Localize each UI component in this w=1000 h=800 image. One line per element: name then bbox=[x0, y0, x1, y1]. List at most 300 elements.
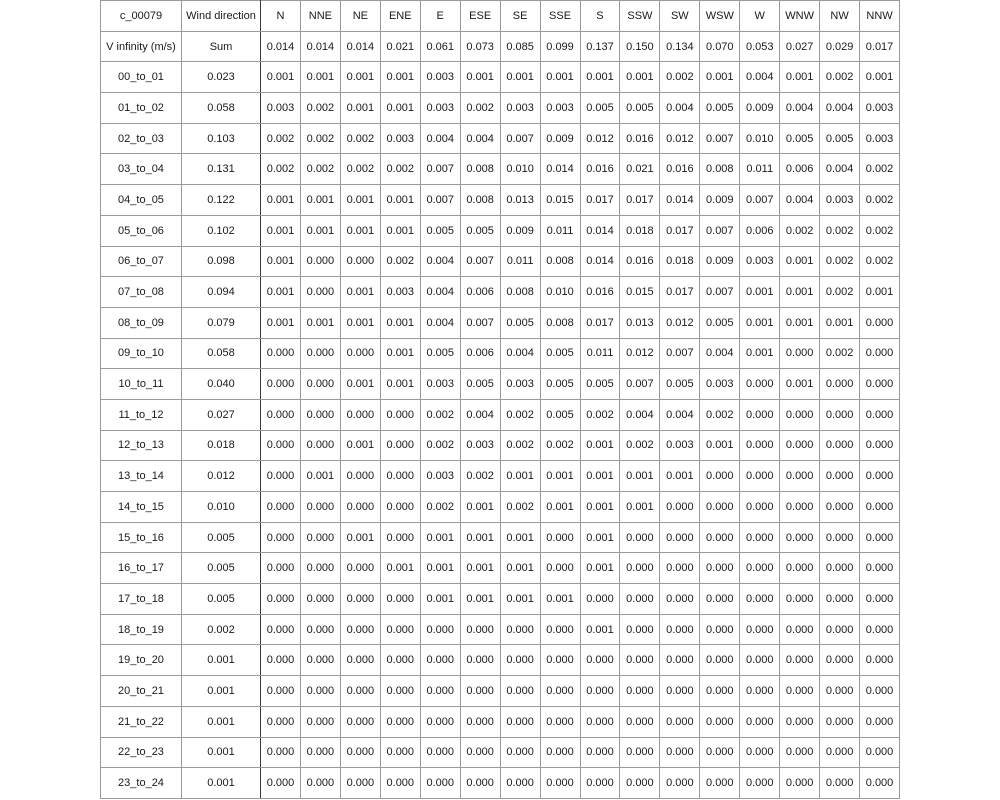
direction-header: NNE bbox=[300, 1, 340, 32]
frequency-cell: 0.010 bbox=[540, 277, 580, 308]
speed-header: V infinity (m/s) bbox=[101, 31, 182, 62]
table-row bbox=[101, 62, 900, 93]
frequency-cell: 0.000 bbox=[740, 645, 780, 676]
speed-bin-label: 23_to_24 bbox=[101, 768, 182, 799]
table-row bbox=[101, 369, 900, 400]
frequency-cell: 0.000 bbox=[860, 522, 900, 553]
frequency-cell: 0.003 bbox=[860, 93, 900, 124]
frequency-cell: 0.003 bbox=[660, 430, 700, 461]
frequency-cell: 0.000 bbox=[580, 768, 620, 799]
frequency-cell: 0.001 bbox=[580, 430, 620, 461]
frequency-cell: 0.000 bbox=[300, 676, 340, 707]
frequency-cell: 0.000 bbox=[660, 614, 700, 645]
frequency-cell: 0.000 bbox=[780, 522, 820, 553]
frequency-cell: 0.001 bbox=[380, 62, 420, 93]
frequency-cell: 0.001 bbox=[340, 522, 380, 553]
frequency-cell: 0.001 bbox=[540, 461, 580, 492]
frequency-cell: 0.000 bbox=[620, 614, 660, 645]
frequency-cell: 0.002 bbox=[820, 62, 860, 93]
frequency-cell: 0.000 bbox=[540, 645, 580, 676]
frequency-cell: 0.001 bbox=[500, 62, 540, 93]
frequency-cell: 0.000 bbox=[380, 768, 420, 799]
frequency-cell: 0.000 bbox=[380, 492, 420, 523]
frequency-cell: 0.001 bbox=[580, 461, 620, 492]
frequency-cell: 0.009 bbox=[700, 246, 740, 277]
table-row bbox=[101, 584, 900, 615]
frequency-cell: 0.000 bbox=[420, 676, 460, 707]
frequency-cell: 0.008 bbox=[500, 277, 540, 308]
frequency-cell: 0.000 bbox=[780, 614, 820, 645]
frequency-cell: 0.001 bbox=[780, 277, 820, 308]
frequency-cell: 0.000 bbox=[740, 430, 780, 461]
frequency-cell: 0.000 bbox=[340, 492, 380, 523]
frequency-cell: 0.000 bbox=[740, 553, 780, 584]
frequency-cell: 0.011 bbox=[540, 215, 580, 246]
frequency-cell: 0.000 bbox=[340, 246, 380, 277]
frequency-cell: 0.000 bbox=[540, 522, 580, 553]
table-row bbox=[101, 706, 900, 737]
frequency-cell: 0.000 bbox=[500, 737, 540, 768]
frequency-cell: 0.002 bbox=[420, 399, 460, 430]
row-sum-cell: 0.102 bbox=[182, 215, 261, 246]
frequency-cell: 0.001 bbox=[261, 215, 301, 246]
frequency-cell: 0.000 bbox=[820, 768, 860, 799]
speed-bin-label: 05_to_06 bbox=[101, 215, 182, 246]
frequency-cell: 0.004 bbox=[740, 62, 780, 93]
frequency-cell: 0.001 bbox=[340, 307, 380, 338]
frequency-cell: 0.008 bbox=[540, 307, 580, 338]
frequency-cell: 0.003 bbox=[740, 246, 780, 277]
frequency-cell: 0.002 bbox=[300, 123, 340, 154]
frequency-cell: 0.000 bbox=[860, 737, 900, 768]
row-sum-cell: 0.001 bbox=[182, 645, 261, 676]
direction-header: SW bbox=[660, 1, 700, 32]
frequency-cell: 0.000 bbox=[460, 676, 500, 707]
frequency-cell: 0.004 bbox=[820, 93, 860, 124]
frequency-cell: 0.000 bbox=[780, 338, 820, 369]
frequency-cell: 0.014 bbox=[660, 185, 700, 216]
frequency-cell: 0.000 bbox=[620, 737, 660, 768]
direction-sum-cell: 0.085 bbox=[500, 31, 540, 62]
sum-label: Sum bbox=[182, 31, 261, 62]
frequency-cell: 0.007 bbox=[700, 123, 740, 154]
frequency-cell: 0.000 bbox=[340, 737, 380, 768]
frequency-cell: 0.002 bbox=[860, 215, 900, 246]
frequency-cell: 0.000 bbox=[660, 768, 700, 799]
frequency-cell: 0.000 bbox=[660, 737, 700, 768]
frequency-cell: 0.000 bbox=[820, 430, 860, 461]
frequency-cell: 0.000 bbox=[380, 461, 420, 492]
table-row bbox=[101, 645, 900, 676]
frequency-cell: 0.000 bbox=[340, 676, 380, 707]
frequency-cell: 0.001 bbox=[380, 215, 420, 246]
frequency-cell: 0.000 bbox=[380, 645, 420, 676]
frequency-cell: 0.000 bbox=[300, 369, 340, 400]
frequency-cell: 0.016 bbox=[620, 246, 660, 277]
frequency-cell: 0.000 bbox=[740, 706, 780, 737]
frequency-cell: 0.002 bbox=[460, 461, 500, 492]
frequency-cell: 0.001 bbox=[380, 553, 420, 584]
speed-bin-label: 22_to_23 bbox=[101, 737, 182, 768]
speed-bin-label: 01_to_02 bbox=[101, 93, 182, 124]
frequency-cell: 0.004 bbox=[420, 307, 460, 338]
frequency-cell: 0.000 bbox=[500, 768, 540, 799]
frequency-cell: 0.000 bbox=[340, 553, 380, 584]
frequency-cell: 0.003 bbox=[420, 461, 460, 492]
table-row bbox=[101, 123, 900, 154]
frequency-cell: 0.005 bbox=[460, 369, 500, 400]
frequency-cell: 0.001 bbox=[261, 307, 301, 338]
direction-sum-cell: 0.014 bbox=[261, 31, 301, 62]
table-row bbox=[101, 338, 900, 369]
frequency-cell: 0.000 bbox=[780, 399, 820, 430]
frequency-cell: 0.000 bbox=[540, 614, 580, 645]
row-sum-cell: 0.012 bbox=[182, 461, 261, 492]
frequency-cell: 0.000 bbox=[500, 706, 540, 737]
frequency-cell: 0.002 bbox=[500, 430, 540, 461]
frequency-cell: 0.002 bbox=[820, 338, 860, 369]
frequency-cell: 0.000 bbox=[261, 676, 301, 707]
frequency-cell: 0.000 bbox=[300, 399, 340, 430]
frequency-cell: 0.007 bbox=[460, 307, 500, 338]
frequency-cell: 0.017 bbox=[580, 185, 620, 216]
frequency-cell: 0.004 bbox=[500, 338, 540, 369]
frequency-cell: 0.000 bbox=[740, 584, 780, 615]
frequency-cell: 0.010 bbox=[740, 123, 780, 154]
frequency-cell: 0.001 bbox=[340, 277, 380, 308]
frequency-cell: 0.001 bbox=[700, 430, 740, 461]
table-row bbox=[101, 492, 900, 523]
direction-header: NE bbox=[340, 1, 380, 32]
frequency-cell: 0.000 bbox=[620, 676, 660, 707]
frequency-cell: 0.007 bbox=[620, 369, 660, 400]
speed-bin-label: 18_to_19 bbox=[101, 614, 182, 645]
frequency-cell: 0.000 bbox=[700, 492, 740, 523]
frequency-cell: 0.000 bbox=[780, 737, 820, 768]
frequency-cell: 0.000 bbox=[740, 369, 780, 400]
frequency-cell: 0.000 bbox=[340, 614, 380, 645]
frequency-cell: 0.005 bbox=[700, 307, 740, 338]
direction-header: SSW bbox=[620, 1, 660, 32]
frequency-cell: 0.009 bbox=[540, 123, 580, 154]
frequency-cell: 0.006 bbox=[460, 338, 500, 369]
frequency-cell: 0.004 bbox=[820, 154, 860, 185]
direction-header: SE bbox=[500, 1, 540, 32]
row-sum-cell: 0.079 bbox=[182, 307, 261, 338]
frequency-cell: 0.000 bbox=[380, 614, 420, 645]
frequency-cell: 0.001 bbox=[380, 338, 420, 369]
frequency-cell: 0.000 bbox=[780, 676, 820, 707]
frequency-cell: 0.004 bbox=[660, 93, 700, 124]
table-row bbox=[101, 154, 900, 185]
frequency-cell: 0.000 bbox=[700, 737, 740, 768]
frequency-cell: 0.001 bbox=[261, 277, 301, 308]
frequency-cell: 0.000 bbox=[820, 706, 860, 737]
frequency-cell: 0.012 bbox=[660, 123, 700, 154]
frequency-cell: 0.001 bbox=[380, 307, 420, 338]
table-row bbox=[101, 307, 900, 338]
frequency-cell: 0.003 bbox=[420, 62, 460, 93]
frequency-cell: 0.012 bbox=[620, 338, 660, 369]
frequency-cell: 0.007 bbox=[660, 338, 700, 369]
frequency-cell: 0.001 bbox=[580, 62, 620, 93]
frequency-cell: 0.014 bbox=[540, 154, 580, 185]
frequency-cell: 0.000 bbox=[700, 768, 740, 799]
frequency-cell: 0.007 bbox=[700, 215, 740, 246]
frequency-cell: 0.000 bbox=[780, 461, 820, 492]
frequency-cell: 0.001 bbox=[300, 62, 340, 93]
frequency-cell: 0.021 bbox=[620, 154, 660, 185]
frequency-cell: 0.000 bbox=[660, 676, 700, 707]
frequency-cell: 0.001 bbox=[460, 584, 500, 615]
frequency-cell: 0.016 bbox=[620, 123, 660, 154]
frequency-cell: 0.000 bbox=[700, 584, 740, 615]
frequency-cell: 0.000 bbox=[300, 522, 340, 553]
frequency-cell: 0.013 bbox=[620, 307, 660, 338]
frequency-cell: 0.000 bbox=[300, 246, 340, 277]
frequency-cell: 0.000 bbox=[860, 430, 900, 461]
frequency-cell: 0.001 bbox=[660, 461, 700, 492]
direction-sum-cell: 0.027 bbox=[780, 31, 820, 62]
frequency-cell: 0.000 bbox=[860, 768, 900, 799]
table-row bbox=[101, 246, 900, 277]
frequency-cell: 0.000 bbox=[820, 584, 860, 615]
frequency-cell: 0.000 bbox=[380, 399, 420, 430]
frequency-cell: 0.001 bbox=[380, 369, 420, 400]
frequency-cell: 0.000 bbox=[340, 645, 380, 676]
frequency-cell: 0.000 bbox=[820, 553, 860, 584]
frequency-cell: 0.000 bbox=[261, 461, 301, 492]
frequency-cell: 0.000 bbox=[820, 676, 860, 707]
direction-sum-cell: 0.014 bbox=[340, 31, 380, 62]
frequency-cell: 0.005 bbox=[820, 123, 860, 154]
table-row bbox=[101, 522, 900, 553]
frequency-cell: 0.000 bbox=[700, 522, 740, 553]
frequency-cell: 0.001 bbox=[740, 338, 780, 369]
frequency-cell: 0.000 bbox=[780, 430, 820, 461]
speed-bin-label: 10_to_11 bbox=[101, 369, 182, 400]
speed-bin-label: 17_to_18 bbox=[101, 584, 182, 615]
frequency-cell: 0.000 bbox=[261, 737, 301, 768]
direction-header: N bbox=[261, 1, 301, 32]
speed-bin-label: 03_to_04 bbox=[101, 154, 182, 185]
frequency-cell: 0.000 bbox=[820, 737, 860, 768]
frequency-cell: 0.015 bbox=[540, 185, 580, 216]
frequency-cell: 0.013 bbox=[500, 185, 540, 216]
frequency-cell: 0.003 bbox=[540, 93, 580, 124]
frequency-cell: 0.004 bbox=[420, 277, 460, 308]
table-row bbox=[101, 768, 900, 799]
speed-bin-label: 09_to_10 bbox=[101, 338, 182, 369]
frequency-cell: 0.002 bbox=[300, 93, 340, 124]
frequency-cell: 0.015 bbox=[620, 277, 660, 308]
frequency-cell: 0.000 bbox=[420, 768, 460, 799]
frequency-cell: 0.001 bbox=[340, 62, 380, 93]
row-sum-cell: 0.018 bbox=[182, 430, 261, 461]
frequency-cell: 0.005 bbox=[420, 338, 460, 369]
frequency-cell: 0.002 bbox=[500, 399, 540, 430]
speed-bin-label: 14_to_15 bbox=[101, 492, 182, 523]
frequency-cell: 0.000 bbox=[540, 768, 580, 799]
table-row bbox=[101, 93, 900, 124]
frequency-cell: 0.003 bbox=[261, 93, 301, 124]
frequency-cell: 0.011 bbox=[500, 246, 540, 277]
frequency-cell: 0.000 bbox=[580, 676, 620, 707]
frequency-cell: 0.000 bbox=[261, 399, 301, 430]
speed-bin-label: 21_to_22 bbox=[101, 706, 182, 737]
table-id-label: c_00079 bbox=[101, 1, 182, 32]
wind-frequency-table bbox=[100, 0, 900, 799]
frequency-cell: 0.007 bbox=[500, 123, 540, 154]
frequency-cell: 0.000 bbox=[261, 430, 301, 461]
frequency-cell: 0.003 bbox=[420, 369, 460, 400]
frequency-cell: 0.000 bbox=[380, 676, 420, 707]
frequency-cell: 0.002 bbox=[820, 277, 860, 308]
frequency-cell: 0.000 bbox=[300, 768, 340, 799]
frequency-cell: 0.000 bbox=[580, 645, 620, 676]
frequency-cell: 0.000 bbox=[340, 461, 380, 492]
frequency-cell: 0.000 bbox=[820, 399, 860, 430]
frequency-cell: 0.000 bbox=[820, 645, 860, 676]
frequency-cell: 0.000 bbox=[300, 492, 340, 523]
frequency-cell: 0.004 bbox=[660, 399, 700, 430]
frequency-cell: 0.002 bbox=[500, 492, 540, 523]
frequency-cell: 0.009 bbox=[700, 185, 740, 216]
speed-bin-label: 15_to_16 bbox=[101, 522, 182, 553]
frequency-cell: 0.002 bbox=[860, 154, 900, 185]
direction-sum-cell: 0.073 bbox=[460, 31, 500, 62]
frequency-cell: 0.001 bbox=[780, 369, 820, 400]
frequency-cell: 0.000 bbox=[660, 645, 700, 676]
frequency-cell: 0.000 bbox=[660, 522, 700, 553]
frequency-cell: 0.003 bbox=[500, 93, 540, 124]
frequency-cell: 0.005 bbox=[500, 307, 540, 338]
frequency-cell: 0.002 bbox=[780, 215, 820, 246]
row-sum-cell: 0.040 bbox=[182, 369, 261, 400]
frequency-cell: 0.000 bbox=[740, 676, 780, 707]
direction-sum-cell: 0.029 bbox=[820, 31, 860, 62]
frequency-cell: 0.011 bbox=[740, 154, 780, 185]
table-row bbox=[101, 553, 900, 584]
frequency-cell: 0.000 bbox=[860, 338, 900, 369]
frequency-cell: 0.005 bbox=[580, 369, 620, 400]
frequency-cell: 0.001 bbox=[580, 492, 620, 523]
frequency-cell: 0.000 bbox=[300, 645, 340, 676]
frequency-cell: 0.000 bbox=[261, 768, 301, 799]
frequency-cell: 0.005 bbox=[460, 215, 500, 246]
frequency-cell: 0.004 bbox=[620, 399, 660, 430]
direction-header: ESE bbox=[460, 1, 500, 32]
frequency-cell: 0.005 bbox=[580, 93, 620, 124]
row-sum-cell: 0.131 bbox=[182, 154, 261, 185]
frequency-cell: 0.002 bbox=[340, 123, 380, 154]
frequency-cell: 0.000 bbox=[780, 553, 820, 584]
frequency-cell: 0.000 bbox=[460, 737, 500, 768]
frequency-cell: 0.002 bbox=[380, 154, 420, 185]
frequency-cell: 0.001 bbox=[740, 277, 780, 308]
frequency-cell: 0.000 bbox=[740, 492, 780, 523]
frequency-cell: 0.000 bbox=[500, 645, 540, 676]
frequency-cell: 0.001 bbox=[460, 492, 500, 523]
frequency-cell: 0.008 bbox=[460, 154, 500, 185]
frequency-cell: 0.000 bbox=[300, 430, 340, 461]
frequency-cell: 0.000 bbox=[300, 706, 340, 737]
frequency-cell: 0.001 bbox=[500, 584, 540, 615]
frequency-cell: 0.001 bbox=[380, 93, 420, 124]
frequency-cell: 0.000 bbox=[340, 768, 380, 799]
frequency-cell: 0.001 bbox=[300, 307, 340, 338]
frequency-cell: 0.002 bbox=[580, 399, 620, 430]
frequency-cell: 0.000 bbox=[300, 277, 340, 308]
frequency-cell: 0.000 bbox=[860, 614, 900, 645]
frequency-cell: 0.011 bbox=[580, 338, 620, 369]
row-sum-cell: 0.094 bbox=[182, 277, 261, 308]
frequency-cell: 0.000 bbox=[620, 522, 660, 553]
frequency-cell: 0.000 bbox=[780, 768, 820, 799]
row-sum-cell: 0.001 bbox=[182, 768, 261, 799]
frequency-cell: 0.008 bbox=[700, 154, 740, 185]
frequency-cell: 0.000 bbox=[860, 645, 900, 676]
frequency-cell: 0.006 bbox=[780, 154, 820, 185]
frequency-cell: 0.001 bbox=[420, 584, 460, 615]
frequency-cell: 0.012 bbox=[660, 307, 700, 338]
frequency-cell: 0.007 bbox=[460, 246, 500, 277]
table-row bbox=[101, 430, 900, 461]
row-sum-cell: 0.058 bbox=[182, 93, 261, 124]
frequency-cell: 0.005 bbox=[780, 123, 820, 154]
frequency-cell: 0.000 bbox=[300, 584, 340, 615]
frequency-cell: 0.000 bbox=[261, 645, 301, 676]
frequency-cell: 0.000 bbox=[860, 676, 900, 707]
row-sum-cell: 0.027 bbox=[182, 399, 261, 430]
frequency-cell: 0.001 bbox=[780, 307, 820, 338]
frequency-cell: 0.000 bbox=[420, 706, 460, 737]
row-sum-cell: 0.023 bbox=[182, 62, 261, 93]
frequency-cell: 0.000 bbox=[820, 369, 860, 400]
frequency-cell: 0.003 bbox=[460, 430, 500, 461]
frequency-cell: 0.001 bbox=[540, 492, 580, 523]
frequency-cell: 0.010 bbox=[500, 154, 540, 185]
frequency-cell: 0.004 bbox=[420, 123, 460, 154]
sum-row bbox=[101, 31, 900, 62]
frequency-cell: 0.002 bbox=[860, 185, 900, 216]
row-sum-cell: 0.001 bbox=[182, 676, 261, 707]
row-sum-cell: 0.001 bbox=[182, 737, 261, 768]
frequency-cell: 0.000 bbox=[780, 645, 820, 676]
frequency-cell: 0.000 bbox=[740, 461, 780, 492]
table-row bbox=[101, 215, 900, 246]
frequency-cell: 0.004 bbox=[780, 93, 820, 124]
frequency-cell: 0.000 bbox=[300, 553, 340, 584]
speed-bin-label: 16_to_17 bbox=[101, 553, 182, 584]
frequency-cell: 0.002 bbox=[420, 430, 460, 461]
direction-sum-cell: 0.053 bbox=[740, 31, 780, 62]
frequency-cell: 0.000 bbox=[261, 369, 301, 400]
frequency-cell: 0.000 bbox=[261, 553, 301, 584]
frequency-cell: 0.001 bbox=[261, 185, 301, 216]
frequency-cell: 0.005 bbox=[540, 369, 580, 400]
frequency-cell: 0.000 bbox=[740, 737, 780, 768]
frequency-cell: 0.000 bbox=[460, 645, 500, 676]
speed-bin-label: 08_to_09 bbox=[101, 307, 182, 338]
frequency-cell: 0.000 bbox=[500, 676, 540, 707]
frequency-cell: 0.000 bbox=[700, 614, 740, 645]
table-row bbox=[101, 461, 900, 492]
frequency-cell: 0.016 bbox=[660, 154, 700, 185]
frequency-cell: 0.000 bbox=[780, 584, 820, 615]
frequency-cell: 0.000 bbox=[261, 706, 301, 737]
frequency-cell: 0.000 bbox=[620, 768, 660, 799]
